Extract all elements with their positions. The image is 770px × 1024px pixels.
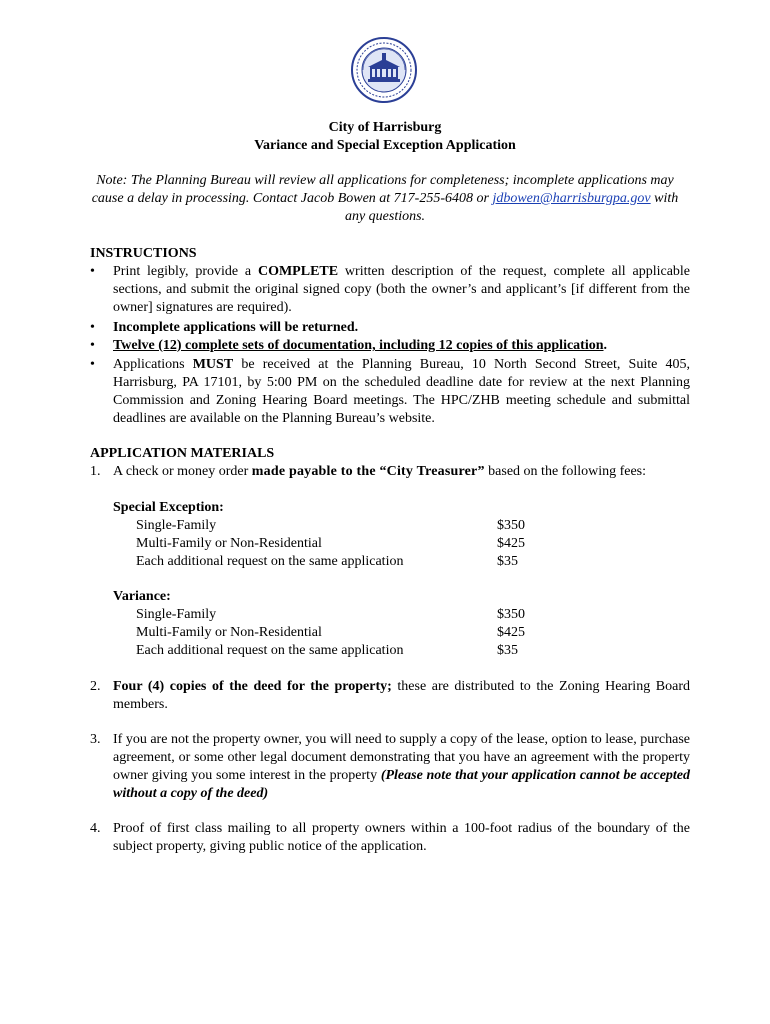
title-application: Variance and Special Exception Application: [254, 138, 516, 153]
material-item: 1. A check or money order made payable to the “City Treasurer” based on the following fees:: [90, 464, 647, 479]
bullet-icon: •: [90, 320, 95, 335]
fee-row: Multi-Family or Non-Residential $425: [136, 536, 525, 551]
fee-row: Each additional request on the same application $35: [136, 554, 518, 569]
material-item: 2. Four (4) copies of the deed for the property; these are distributed to the Zoning Hearing Board members.: [90, 679, 690, 712]
instruction-item: • Applications MUST be received at the Planning Bureau, 10 North Second Street, Suite 405, Harrisburg, PA 17101, by 5:00 PM on the scheduled deadline date for review at the next Planning Commission and Zoning Hearing Board meetings. The HPC/ZHB meeting schedule and submittal deadlines are available on the Planning Bureau’s website.: [90, 357, 691, 426]
fee-row: Single-Family $350: [136, 607, 525, 622]
materials-heading: APPLICATION MATERIALS: [90, 446, 275, 461]
variance-fees: [113, 588, 533, 660]
material-item: 3. If you are not the property owner, you will need to supply a copy of the lease, option to lease, purchase agreement, or some other legal document demonstrating that you have an agreement with the property owner giving you some interest in the property (Please note that your application cannot be accepted without a copy of the deed): [90, 732, 691, 801]
instruction-item: • Print legibly, provide a COMPLETE written description of the request, complete all applicable sections, and submit the original signed copy (both the owner’s and applicant’s [if different from the owner] signatures are required).: [90, 264, 691, 315]
material-item: 4. Proof of first class mailing to all property owners within a 100-foot radius of the boundary of the subject property, giving public notice of the application.: [90, 821, 690, 854]
bullet-icon: •: [90, 357, 95, 372]
fee-row: Each additional request on the same application $35: [136, 643, 518, 658]
title-city: City of Harrisburg: [328, 120, 442, 135]
special-exception-heading: Special Exception:: [113, 500, 224, 515]
fee-row: Single-Family $350: [136, 518, 525, 533]
instructions-heading: INSTRUCTIONS: [90, 246, 197, 261]
note-paragraph: [90, 172, 680, 226]
fee-row: Multi-Family or Non-Residential $425: [136, 625, 525, 640]
special-exception-fees: [113, 499, 533, 571]
instruction-item: • Twelve (12) complete sets of documentation, including 12 copies of this application.: [90, 338, 608, 353]
contact-email-link[interactable]: jdbowen@harrisburgpa.gov: [492, 191, 651, 206]
bullet-icon: •: [90, 338, 95, 353]
instruction-item: • Incomplete applications will be returned.: [90, 320, 359, 335]
complete-emphasis: COMPLETE: [257, 264, 339, 279]
note-text: Note: The Planning Bureau will review all applications for completeness; incomplete applications may cause a delay in processing. Contact Jacob Bowen at 717-255-6408 or: [91, 173, 674, 206]
city-seal-logo: [351, 37, 417, 103]
bullet-icon: •: [90, 264, 95, 279]
variance-heading: Variance:: [113, 589, 171, 604]
note-suffix: with any questions.: [344, 191, 679, 224]
